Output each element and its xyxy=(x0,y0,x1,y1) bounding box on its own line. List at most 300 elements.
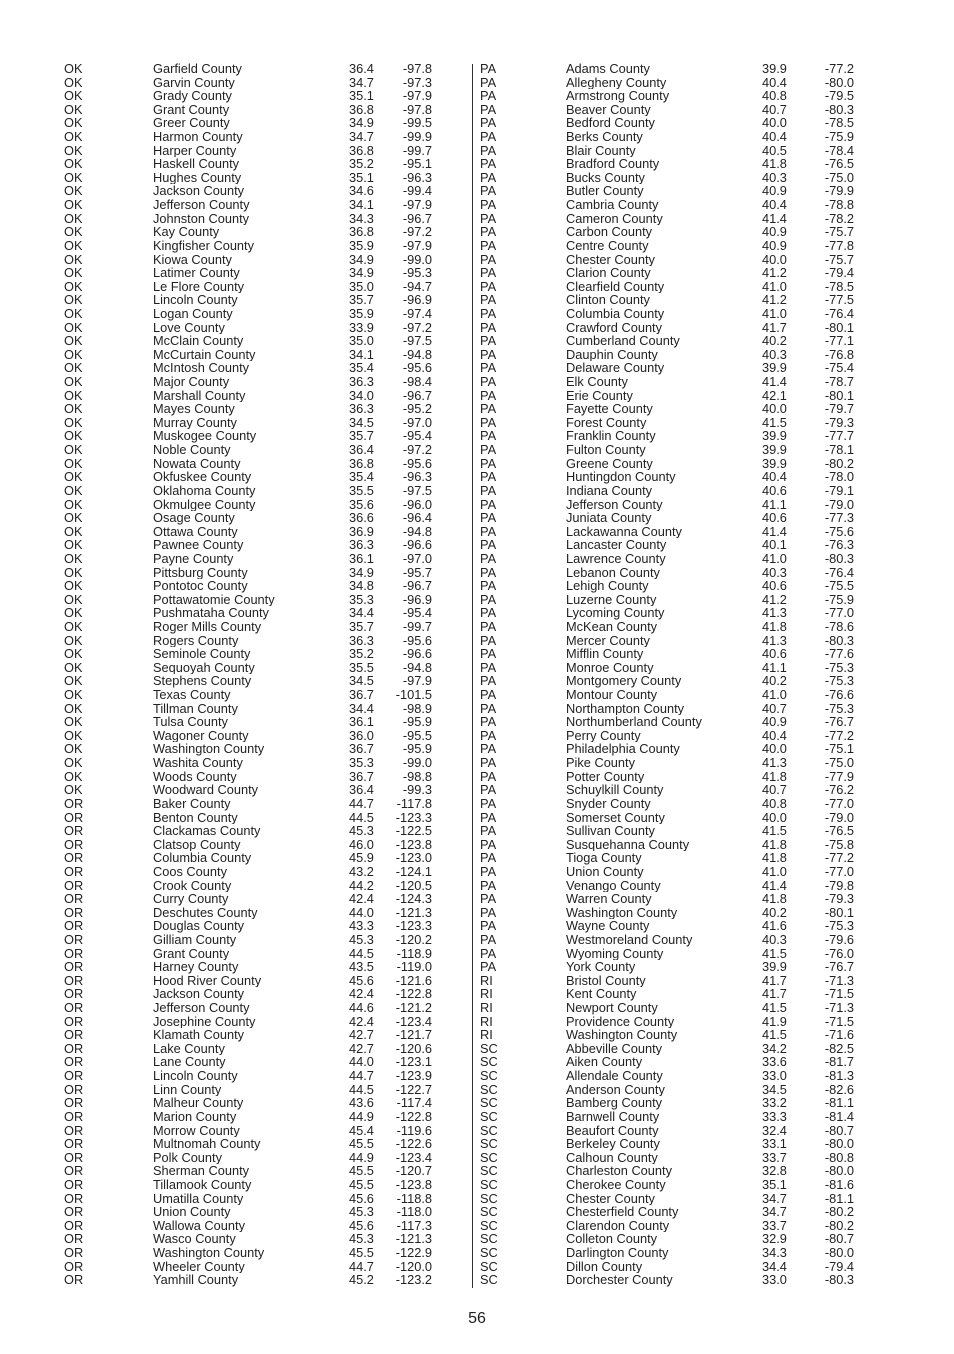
state-cell: OR xyxy=(64,1163,84,1179)
table-row xyxy=(480,130,926,144)
latitude-cell: 36.3 xyxy=(349,632,374,648)
latitude-cell: 40.6 xyxy=(762,482,787,498)
latitude-cell: 36.3 xyxy=(349,537,374,553)
latitude-cell: 40.7 xyxy=(762,101,787,117)
state-cell: OR xyxy=(64,1081,84,1097)
longitude-cell: -96.6 xyxy=(402,646,432,662)
longitude-cell: -80.8 xyxy=(824,1149,854,1165)
state-cell: OK xyxy=(64,414,83,430)
state-cell: OK xyxy=(64,510,83,526)
county-cell: Juniata County xyxy=(566,511,652,525)
county-cell: Josephine County xyxy=(153,1014,256,1029)
state-cell: PA xyxy=(480,88,497,104)
table-row xyxy=(480,661,926,675)
longitude-cell: -75.7 xyxy=(824,251,854,267)
longitude-cell: -82.5 xyxy=(824,1040,854,1056)
state-cell: OR xyxy=(64,1149,84,1165)
latitude-cell: 44.0 xyxy=(349,904,374,920)
latitude-cell: 45.5 xyxy=(349,1163,374,1179)
longitude-cell: -75.9 xyxy=(824,591,854,607)
latitude-cell: 35.6 xyxy=(349,496,374,512)
longitude-cell: -75.9 xyxy=(824,129,854,145)
county-cell: Kent County xyxy=(566,987,637,1002)
table-row xyxy=(480,1219,926,1233)
county-cell: Wasco County xyxy=(153,1232,236,1247)
county-cell: Sequoyah County xyxy=(153,660,255,675)
table-row xyxy=(480,389,926,403)
longitude-cell: -76.7 xyxy=(824,714,854,730)
county-cell: Jefferson County xyxy=(153,198,250,212)
latitude-cell: 40.2 xyxy=(762,673,787,689)
county-cell: Tillman County xyxy=(153,701,238,716)
latitude-cell: 41.6 xyxy=(762,918,787,934)
state-cell: SC xyxy=(480,1190,498,1206)
latitude-cell: 41.7 xyxy=(762,319,787,335)
latitude-cell: 41.8 xyxy=(762,850,787,866)
latitude-cell: 40.3 xyxy=(762,932,787,947)
county-cell: Montgomery County xyxy=(566,674,682,689)
longitude-cell: -75.7 xyxy=(824,224,854,240)
state-cell: PA xyxy=(480,550,497,566)
latitude-cell: 34.3 xyxy=(349,210,374,226)
state-cell: OR xyxy=(64,904,84,920)
county-cell: Beaver County xyxy=(566,102,651,117)
longitude-cell: -71.5 xyxy=(824,986,854,1002)
latitude-cell: 40.9 xyxy=(762,237,787,253)
state-cell: PA xyxy=(480,374,497,390)
county-cell: Harmon County xyxy=(153,130,243,144)
county-cell: Allegheny County xyxy=(566,75,667,90)
longitude-cell: -122.8 xyxy=(395,986,432,1002)
table-row xyxy=(480,144,926,158)
table-row xyxy=(480,933,926,947)
table-row xyxy=(64,552,510,566)
longitude-cell: -118.9 xyxy=(396,945,432,961)
latitude-cell: 45.3 xyxy=(349,932,374,947)
latitude-cell: 34.7 xyxy=(349,74,374,90)
state-cell: PA xyxy=(480,659,497,675)
state-cell: RI xyxy=(480,986,493,1002)
latitude-cell: 34.5 xyxy=(349,673,374,689)
state-cell: PA xyxy=(480,850,497,866)
table-row xyxy=(480,987,926,1001)
state-cell: OK xyxy=(64,782,83,798)
latitude-cell: 40.3 xyxy=(762,346,787,362)
latitude-cell: 41.8 xyxy=(762,891,787,907)
table-row xyxy=(64,1164,510,1178)
county-cell: Dauphin County xyxy=(566,347,658,362)
state-cell: OK xyxy=(64,88,83,104)
county-cell: Columbia County xyxy=(566,306,665,321)
state-cell: OK xyxy=(64,632,83,648)
county-cell: Baker County xyxy=(153,796,231,811)
longitude-cell: -120.5 xyxy=(395,877,432,893)
state-cell: PA xyxy=(480,782,497,798)
latitude-cell: 43.6 xyxy=(349,1095,374,1111)
latitude-cell: 33.1 xyxy=(762,1136,787,1152)
latitude-cell: 34.0 xyxy=(349,387,374,403)
table-row xyxy=(64,1124,510,1138)
table-row xyxy=(480,1246,926,1260)
state-cell: PA xyxy=(480,768,497,784)
state-cell: PA xyxy=(480,237,497,253)
longitude-cell: -75.0 xyxy=(824,169,854,185)
longitude-cell: -78.1 xyxy=(824,442,854,458)
state-cell: PA xyxy=(480,61,497,76)
latitude-cell: 39.9 xyxy=(762,360,787,376)
table-row xyxy=(64,566,510,580)
state-cell: PA xyxy=(480,265,497,281)
state-cell: PA xyxy=(480,714,497,730)
longitude-cell: -71.3 xyxy=(824,1000,854,1016)
county-cell: Kingfisher County xyxy=(153,238,255,253)
latitude-cell: 32.4 xyxy=(762,1122,787,1138)
longitude-cell: -120.2 xyxy=(395,932,432,947)
longitude-cell: -78.5 xyxy=(824,278,854,294)
county-cell: Aiken County xyxy=(566,1055,643,1070)
longitude-cell: -79.0 xyxy=(824,809,854,825)
state-cell: PA xyxy=(480,632,497,648)
state-cell: OK xyxy=(64,482,83,498)
table-row xyxy=(64,1069,510,1083)
longitude-cell: -123.3 xyxy=(395,918,432,934)
longitude-cell: -121.3 xyxy=(395,1231,432,1247)
latitude-cell: 41.7 xyxy=(762,986,787,1002)
county-cell: Centre County xyxy=(566,238,649,253)
longitude-cell: -122.8 xyxy=(395,1108,432,1124)
latitude-cell: 34.7 xyxy=(762,1204,787,1220)
longitude-cell: -119.6 xyxy=(396,1122,432,1138)
table-row xyxy=(480,647,926,661)
table-row xyxy=(64,797,510,811)
latitude-cell: 36.4 xyxy=(349,442,374,458)
latitude-cell: 45.6 xyxy=(349,1190,374,1206)
right-table xyxy=(480,62,926,1287)
longitude-cell: -95.6 xyxy=(402,455,432,471)
state-cell: OK xyxy=(64,197,83,213)
county-cell: Bristol County xyxy=(566,973,646,988)
county-cell: Dorchester County xyxy=(566,1273,673,1287)
longitude-cell: -99.4 xyxy=(402,183,432,199)
latitude-cell: 33.3 xyxy=(762,1108,787,1124)
table-row xyxy=(64,239,510,253)
table-row xyxy=(64,1028,510,1042)
state-cell: OR xyxy=(64,1204,84,1220)
table-row xyxy=(64,783,510,797)
state-cell: OK xyxy=(64,278,83,294)
table-row xyxy=(480,1273,926,1287)
latitude-cell: 45.5 xyxy=(349,1176,374,1192)
latitude-cell: 41.2 xyxy=(762,292,787,308)
state-cell: PA xyxy=(480,523,497,539)
latitude-cell: 36.3 xyxy=(349,374,374,390)
county-cell: Pushmataha County xyxy=(153,606,269,620)
longitude-cell: -79.1 xyxy=(824,482,854,498)
latitude-cell: 36.1 xyxy=(349,714,374,730)
table-row xyxy=(64,89,510,103)
latitude-cell: 41.4 xyxy=(762,523,787,539)
longitude-cell: -96.6 xyxy=(402,537,432,553)
latitude-cell: 45.6 xyxy=(349,972,374,988)
county-cell: Muskogee County xyxy=(153,429,257,444)
county-cell: Wagoner County xyxy=(153,728,249,743)
county-cell: Berks County xyxy=(566,130,643,144)
longitude-cell: -98.9 xyxy=(402,700,432,716)
county-cell: Columbia County xyxy=(153,851,252,865)
table-row xyxy=(64,947,510,961)
latitude-cell: 40.4 xyxy=(762,469,787,485)
latitude-cell: 45.5 xyxy=(349,1136,374,1152)
state-cell: PA xyxy=(480,469,497,485)
table-row xyxy=(64,647,510,661)
state-cell: PA xyxy=(480,863,497,879)
latitude-cell: 33.7 xyxy=(762,1217,787,1233)
table-row xyxy=(64,525,510,539)
state-cell: PA xyxy=(480,156,497,172)
state-cell: OR xyxy=(64,1068,84,1084)
table-row xyxy=(64,157,510,171)
table-row xyxy=(64,130,510,144)
table-row xyxy=(480,293,926,307)
longitude-cell: -95.7 xyxy=(402,564,432,580)
county-cell: Lebanon County xyxy=(566,565,660,580)
latitude-cell: 44.9 xyxy=(349,1108,374,1124)
table-row xyxy=(64,1246,510,1260)
table-row xyxy=(64,1178,510,1192)
table-row xyxy=(480,1001,926,1015)
state-cell: OK xyxy=(64,142,83,158)
table-row xyxy=(480,198,926,212)
table-row xyxy=(64,511,510,525)
table-row xyxy=(480,525,926,539)
longitude-cell: -123.3 xyxy=(395,809,432,825)
table-row xyxy=(64,184,510,198)
county-cell: Kiowa County xyxy=(153,252,232,267)
longitude-cell: -97.9 xyxy=(402,673,432,689)
table-row xyxy=(64,1273,510,1287)
state-cell: OK xyxy=(64,442,83,458)
latitude-cell: 44.9 xyxy=(349,1149,374,1165)
table-row xyxy=(480,838,926,852)
latitude-cell: 34.8 xyxy=(349,578,374,594)
latitude-cell: 40.4 xyxy=(762,74,787,90)
table-row xyxy=(64,416,510,430)
state-cell: OR xyxy=(64,1190,84,1206)
table-row xyxy=(64,103,510,117)
longitude-cell: -123.8 xyxy=(395,1176,432,1192)
latitude-cell: 44.6 xyxy=(349,1000,374,1016)
state-cell: SC xyxy=(480,1068,498,1084)
state-cell: OR xyxy=(64,836,84,852)
longitude-cell: -76.3 xyxy=(824,537,854,553)
state-cell: PA xyxy=(480,455,497,471)
county-cell: Garfield County xyxy=(153,62,242,76)
county-cell: Johnston County xyxy=(153,211,250,226)
county-cell: Schuylkill County xyxy=(566,783,664,797)
table-row xyxy=(480,457,926,471)
table-row xyxy=(480,811,926,825)
longitude-cell: -122.5 xyxy=(395,823,432,839)
county-cell: Perry County xyxy=(566,728,641,743)
table-row xyxy=(480,688,926,702)
state-cell: OR xyxy=(64,1108,84,1124)
county-cell: Butler County xyxy=(566,184,644,199)
county-cell: Forest County xyxy=(566,415,647,430)
latitude-cell: 35.1 xyxy=(349,169,374,185)
county-cell: Clearfield County xyxy=(566,279,665,294)
table-row xyxy=(64,838,510,852)
state-cell: SC xyxy=(480,1054,498,1070)
latitude-cell: 36.8 xyxy=(349,455,374,471)
county-cell: Polk County xyxy=(153,1150,222,1165)
state-cell: SC xyxy=(480,1081,498,1097)
longitude-cell: -99.7 xyxy=(402,618,432,634)
latitude-cell: 34.4 xyxy=(762,1258,787,1274)
table-row xyxy=(480,1083,926,1097)
table-row xyxy=(64,538,510,552)
county-cell: Grant County xyxy=(153,102,230,117)
state-cell: OR xyxy=(64,986,84,1002)
table-row xyxy=(480,62,926,76)
county-cell: Franklin County xyxy=(566,429,656,444)
state-cell: PA xyxy=(480,755,497,771)
latitude-cell: 43.5 xyxy=(349,959,374,975)
county-cell: Washington County xyxy=(566,905,678,920)
latitude-cell: 35.7 xyxy=(349,618,374,634)
table-row xyxy=(480,702,926,716)
county-cell: Latimer County xyxy=(153,266,240,280)
table-row xyxy=(480,756,926,770)
latitude-cell: 42.7 xyxy=(349,1040,374,1056)
county-cell: Tulsa County xyxy=(153,715,228,729)
longitude-cell: -97.9 xyxy=(402,88,432,104)
table-row xyxy=(64,253,510,267)
state-cell: OK xyxy=(64,360,83,376)
state-cell: OR xyxy=(64,1231,84,1247)
longitude-cell: -120.6 xyxy=(395,1040,432,1056)
county-cell: Nowata County xyxy=(153,456,241,471)
county-cell: Klamath County xyxy=(153,1028,245,1042)
latitude-cell: 34.5 xyxy=(762,1081,787,1097)
table-row xyxy=(480,566,926,580)
table-row xyxy=(64,361,510,375)
state-cell: OR xyxy=(64,1054,84,1070)
county-cell: Wyoming County xyxy=(566,946,664,961)
county-cell: Lane County xyxy=(153,1055,226,1070)
county-cell: Lycoming County xyxy=(566,606,665,620)
state-cell: SC xyxy=(480,1176,498,1192)
county-cell: Union County xyxy=(566,864,644,879)
table-row xyxy=(64,987,510,1001)
state-cell: PA xyxy=(480,224,497,240)
county-cell: Le Flore County xyxy=(153,279,245,294)
county-cell: Pontotoc County xyxy=(153,579,248,593)
longitude-cell: -80.7 xyxy=(824,1122,854,1138)
latitude-cell: 40.6 xyxy=(762,646,787,662)
state-cell: PA xyxy=(480,741,497,757)
table-row xyxy=(64,171,510,185)
county-cell: Westmoreland County xyxy=(566,933,693,947)
table-row xyxy=(64,770,510,784)
table-row xyxy=(64,1205,510,1219)
longitude-cell: -94.7 xyxy=(402,278,432,294)
longitude-cell: -124.3 xyxy=(395,891,432,907)
county-cell: Lincoln County xyxy=(153,293,238,307)
longitude-cell: -76.4 xyxy=(824,305,854,321)
table-row xyxy=(480,157,926,171)
table-row xyxy=(64,429,510,443)
longitude-cell: -96.7 xyxy=(402,387,432,403)
table-row xyxy=(64,960,510,974)
county-cell: Warren County xyxy=(566,892,652,906)
county-cell: Lawrence County xyxy=(566,551,666,566)
county-cell: Mifflin County xyxy=(566,647,644,661)
state-cell: OK xyxy=(64,346,83,362)
county-cell: Washington County xyxy=(153,1246,265,1260)
state-cell: RI xyxy=(480,972,493,988)
table-row xyxy=(64,824,510,838)
table-row xyxy=(64,1232,510,1246)
longitude-cell: -97.2 xyxy=(402,319,432,335)
longitude-cell: -117.8 xyxy=(396,795,432,811)
state-cell: OR xyxy=(64,918,84,934)
county-cell: Benton County xyxy=(153,810,238,825)
longitude-cell: -97.5 xyxy=(402,482,432,498)
state-cell: PA xyxy=(480,319,497,335)
longitude-cell: -78.0 xyxy=(824,469,854,485)
county-cell: Greene County xyxy=(566,456,653,471)
state-cell: OK xyxy=(64,605,83,621)
longitude-cell: -99.9 xyxy=(402,129,432,145)
table-row xyxy=(64,1192,510,1206)
longitude-cell: -98.4 xyxy=(402,374,432,390)
table-row xyxy=(64,674,510,688)
latitude-cell: 32.9 xyxy=(762,1231,787,1247)
state-cell: OK xyxy=(64,292,83,308)
latitude-cell: 41.3 xyxy=(762,632,787,648)
state-cell: OR xyxy=(64,795,84,811)
latitude-cell: 42.7 xyxy=(349,1027,374,1043)
longitude-cell: -97.2 xyxy=(402,442,432,458)
county-cell: Curry County xyxy=(153,892,229,906)
table-row xyxy=(64,906,510,920)
latitude-cell: 41.1 xyxy=(762,659,787,675)
longitude-cell: -81.6 xyxy=(824,1176,854,1192)
county-cell: Grady County xyxy=(153,89,232,103)
latitude-cell: 34.4 xyxy=(349,700,374,716)
county-cell: Lehigh County xyxy=(566,579,649,593)
county-cell: Deschutes County xyxy=(153,905,258,920)
table-row xyxy=(480,919,926,933)
table-row xyxy=(64,293,510,307)
table-row xyxy=(480,443,926,457)
county-cell: Grant County xyxy=(153,946,230,961)
state-cell: OK xyxy=(64,700,83,716)
table-row xyxy=(480,865,926,879)
latitude-cell: 41.2 xyxy=(762,591,787,607)
table-row xyxy=(480,171,926,185)
state-cell: PA xyxy=(480,278,497,294)
longitude-cell: -95.5 xyxy=(402,727,432,743)
state-cell: PA xyxy=(480,891,497,907)
latitude-cell: 41.8 xyxy=(762,156,787,172)
longitude-cell: -79.6 xyxy=(824,932,854,947)
table-row xyxy=(64,443,510,457)
latitude-cell: 44.5 xyxy=(349,809,374,825)
longitude-cell: -97.4 xyxy=(402,305,432,321)
state-cell: PA xyxy=(480,401,497,417)
longitude-cell: -123.1 xyxy=(395,1054,432,1070)
